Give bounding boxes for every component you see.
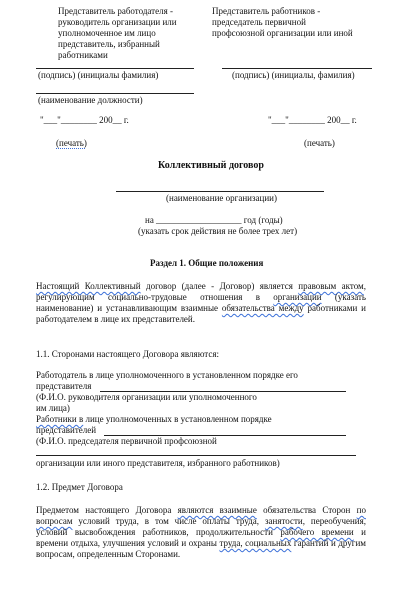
intro-part-3: правовым актом [298, 281, 364, 291]
employer-rep-title-3: уполномоченное им лицо [58, 28, 156, 38]
employer-rep-title-5: работниками [58, 50, 108, 60]
employer-rep-title-4: представитель, избранный [58, 39, 160, 49]
employer-line-1: Работодатель в лице уполномоченного в установленном порядке его [36, 370, 298, 380]
subject-part-7: , переобучения, условий высвобождения работников, продолжительности [36, 516, 366, 537]
subject-part-11: гарантий и другим вопросам, определенным Сторонами. [36, 538, 367, 559]
subject-part-3: обязательства Сторон [256, 505, 357, 515]
subject-part-1: Предметом настоящего Договора [36, 505, 178, 515]
intro-part-8: работниками и работодателем в лице их представителей. [36, 303, 366, 324]
subject-part-5: условий труда, в том числе оплаты труда, [72, 516, 265, 526]
clause-1-1: 1.1. Сторонами настоящего Договора являются: [36, 349, 219, 359]
subject-part-9: и времени отдыха, улучшения условий и охраны [36, 527, 366, 548]
intro-part-1: Настоящий Коллективный [36, 281, 141, 291]
subject-part-2: являются взаимные [177, 505, 257, 515]
workers-caption-2: организации или иного представителя, избранного работников) [36, 458, 280, 468]
employer-signature-caption: (подпись) (инициалы фамилия) [38, 70, 159, 80]
employer-caption-1: (Ф.И.О. руководителя организации или уполномоченного [36, 392, 257, 402]
intro-part-5: организации [273, 292, 322, 302]
employer-stamp-caption: (печать) [56, 138, 87, 148]
workers-stamp-caption: (печать) [304, 138, 335, 148]
workers-line-2: представителей [36, 425, 97, 435]
subject-part-6: занятости [264, 516, 303, 526]
employer-date-line: "___"________ 200__ г. [40, 115, 129, 125]
org-name-line [116, 191, 324, 192]
employer-rep-title-1: Представитель работодателя - [58, 6, 173, 16]
clause-1-2: 1.2. Предмет Договора [36, 482, 123, 492]
workers-org-line [36, 455, 356, 456]
subject-part-8: рабочего времени [280, 527, 354, 537]
workers-date-line: "___"________ 200__ г. [268, 115, 357, 125]
workers-line-1b: лице уполномоченных в установленном порядке [83, 414, 272, 424]
employer-line-2: представителя [36, 381, 92, 391]
employer-rep-title-2: руководитель организации или [58, 17, 177, 27]
term-line: на ___________________ год (годы) [145, 215, 283, 225]
employer-signature-line [36, 68, 194, 69]
workers-rep-title-2: председатель первичной [212, 17, 306, 27]
intro-part-6: (указать наименование) и устанавливающим взаимные [36, 292, 366, 313]
intro-part-7: обязательства между [221, 303, 304, 313]
workers-line-1 [36, 414, 272, 425]
workers-signature-line [222, 68, 372, 69]
employer-position-line [36, 93, 194, 94]
employer-position-caption: (наименование должности) [38, 95, 143, 105]
subject-paragraph [36, 505, 366, 560]
subject-part-4: по вопросам [36, 505, 366, 526]
employer-caption-2: им лица) [36, 403, 70, 413]
intro-part-2: договор (далее - Договор) является [140, 281, 299, 291]
workers-signature-caption: (подпись) (инициалы, фамилия) [232, 70, 355, 80]
term-caption: (указать срок действия не более трех лет) [138, 226, 298, 236]
document-title: Коллективный договор [158, 160, 264, 171]
section-heading: Раздел 1. Общие положения [150, 258, 264, 268]
subject-part-10: труда, социальных [219, 538, 292, 548]
intro-paragraph [36, 281, 366, 325]
workers-rep-title-3: профсоюзной организации или иной [212, 28, 353, 38]
workers-rep-title-1: Представитель работников - [212, 6, 321, 16]
workers-line-1a: Работники в [36, 414, 84, 424]
workers-caption-1: (Ф.И.О. председателя первичной профсоюзной [36, 436, 217, 446]
intro-part-4: , регулирующим социально-трудовые отношения в [36, 281, 366, 302]
org-name-caption: (наименование организации) [166, 193, 277, 203]
